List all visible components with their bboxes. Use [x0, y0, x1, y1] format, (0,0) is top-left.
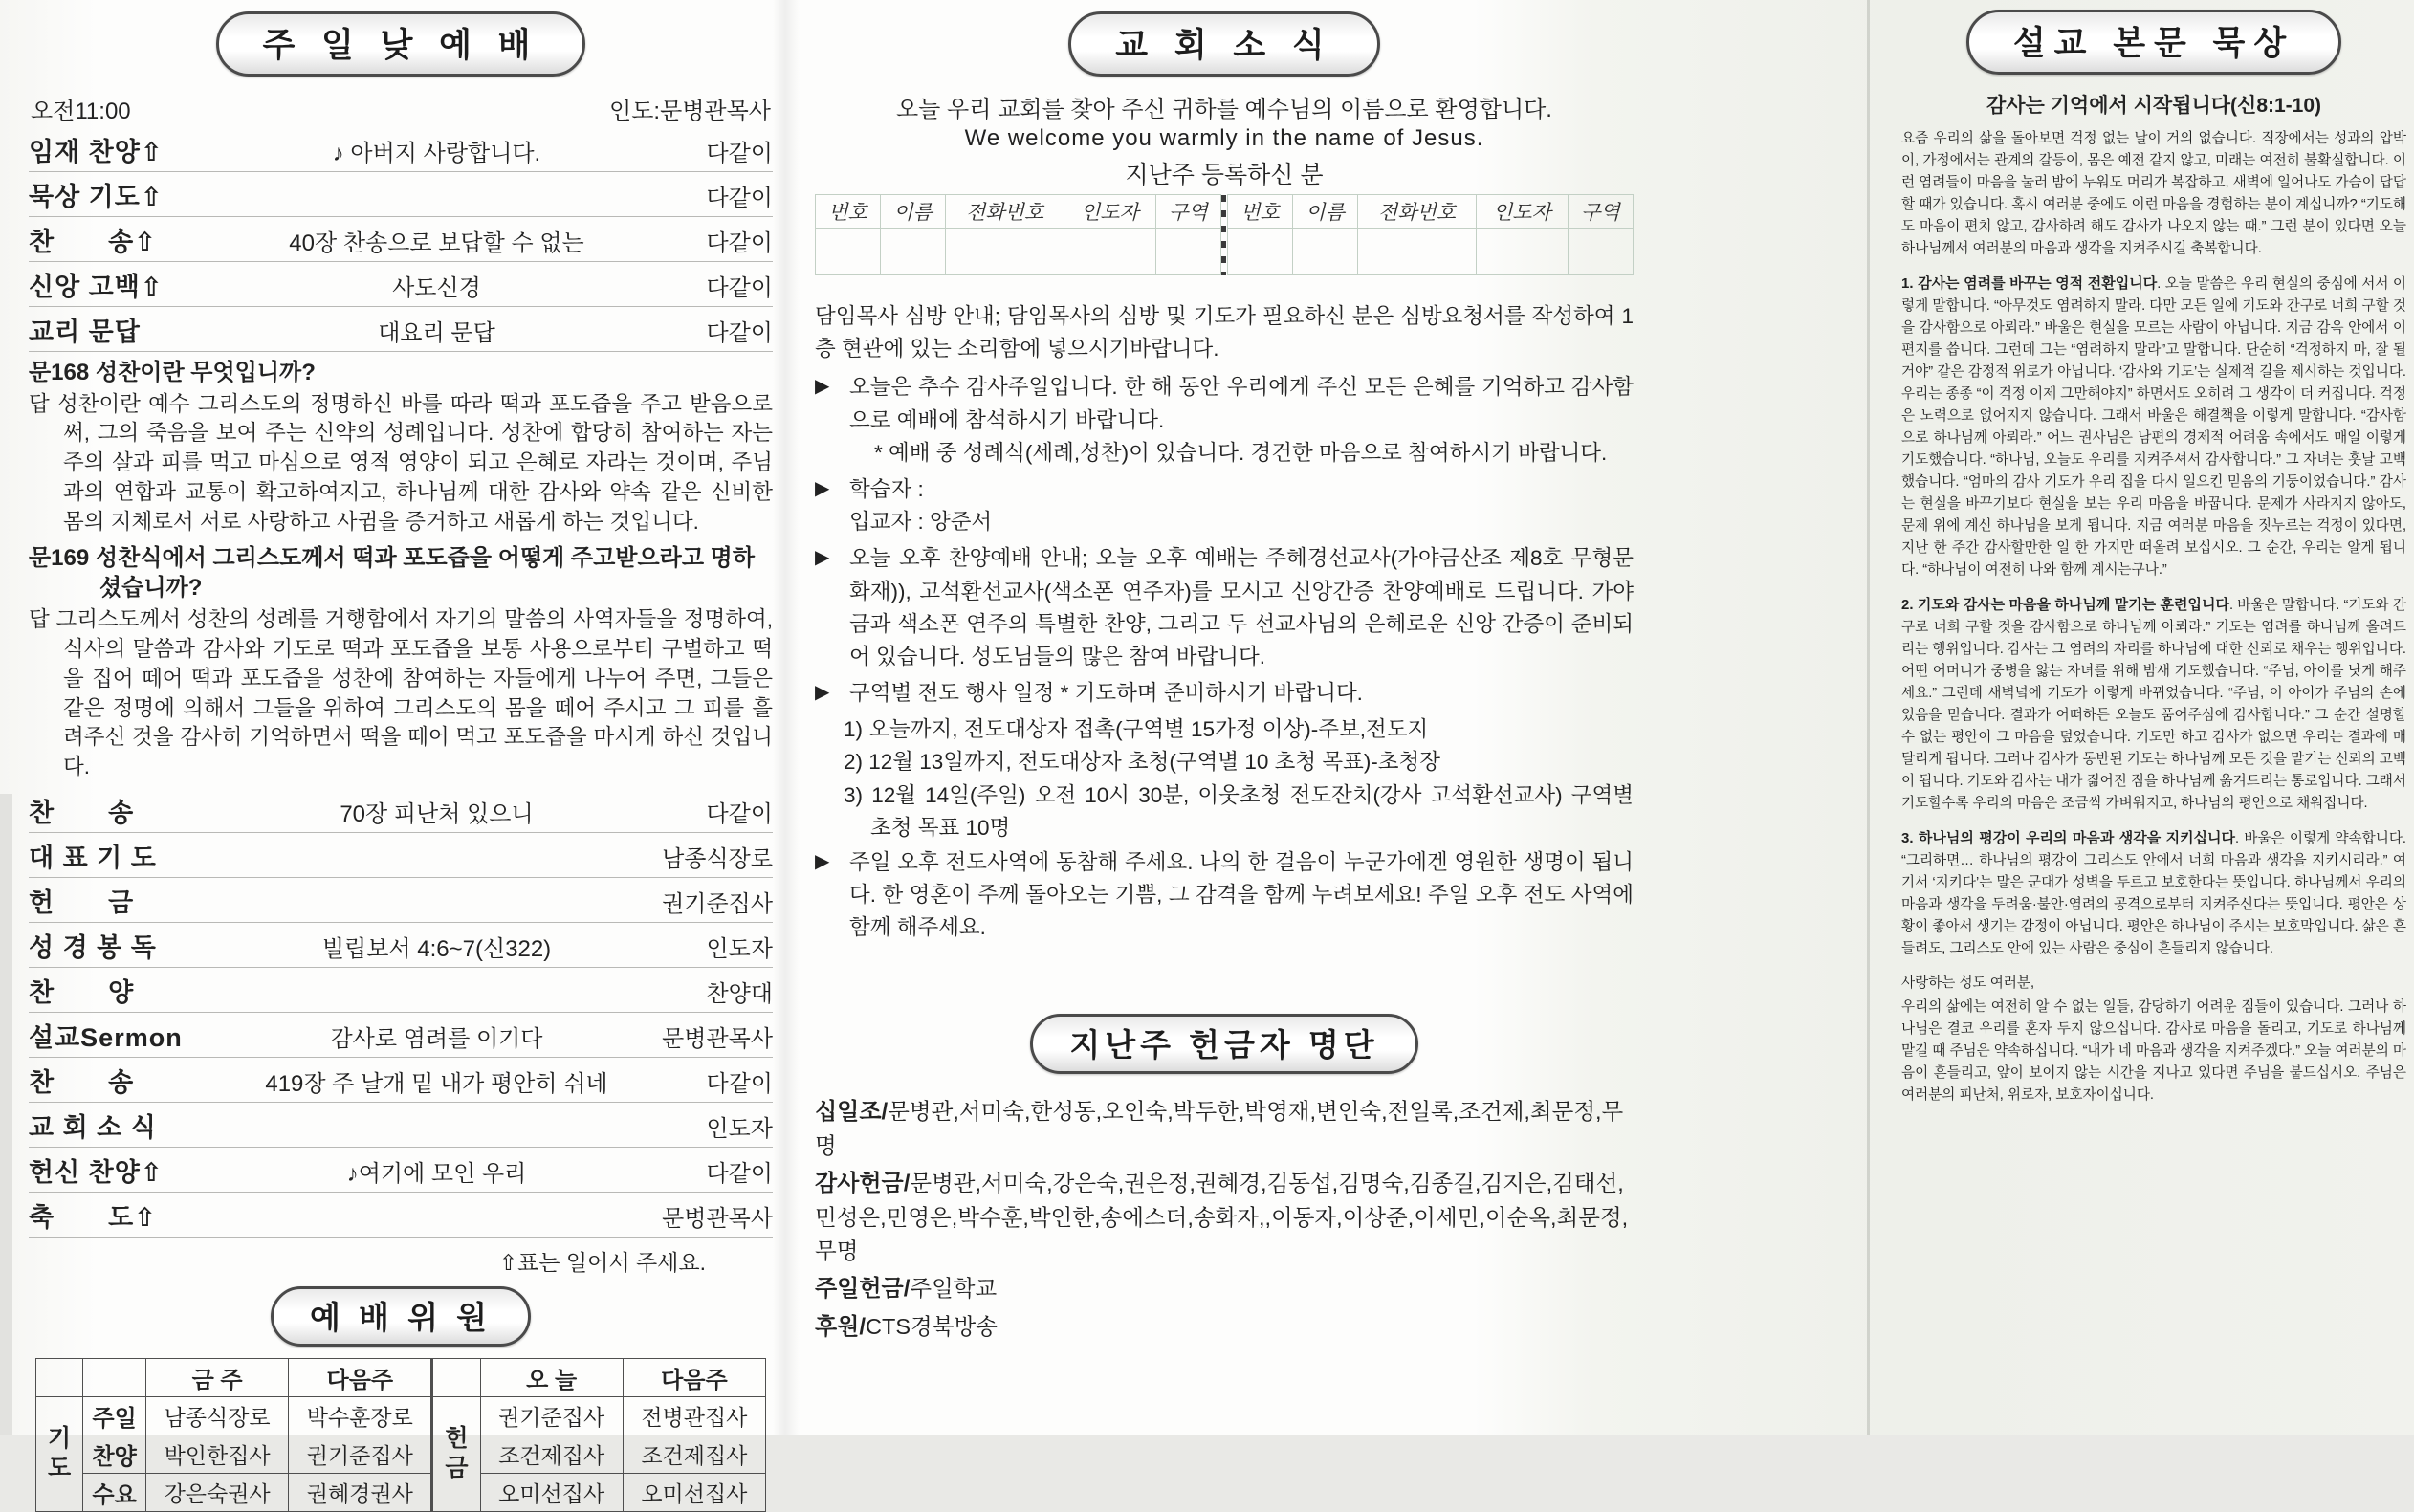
worship-row [29, 127, 773, 172]
section-title-sermon-meditation: 설교 본문 묵상 [1966, 10, 2341, 75]
pastor-visit-notice: 담임목사 심방 안내; 담임목사의 심방 및 기도가 필요하신 분은 심방요청서를 작성하여 1층 현관에 있는 소리함에 넣으시기바랍니다. [815, 304, 1634, 362]
catechism-answer: 답 그리스도께서 성찬의 성례를 거행함에서 자기의 말씀의 사역자들을 정명하여, 식사의 말씀과 감사와 기도로 떡과 포도즙을 보통 사용으로부터 구별하고 떡을 집어 떼어 떡과 포도즙을 성찬에 참여하는 자들에게 나누어 주면, 그들은 같은 정명에 의해서 그들을 위하여 그리스도의 몸을 떼어 주시고 그 피를 흘려주신 것을 감사히 기억하면서 떡을 떼어 먹고 포도즙을 마시게 하신 것입니다. [29, 607, 773, 779]
welcome-line-english: We welcome you warmly in the name of Jesus. [964, 125, 1484, 151]
announcement-body [849, 473, 1634, 538]
worship-item-person: 다같이 [706, 275, 773, 301]
worship-row [29, 1013, 773, 1058]
register-header-guide: 인도자 [1064, 195, 1155, 229]
worship-item-content: 감사로 염려를 이기다 [330, 1025, 543, 1052]
stand-up-note: ⇧표는 일어서 주세요. [498, 1249, 706, 1275]
worship-item-label: 찬 양 [29, 977, 135, 1007]
offering-list-section [815, 1014, 1634, 1074]
service-leader: 인도:문병관목사 [609, 99, 771, 124]
sermon-closing-salutation: 사랑하는 성도 여러분, [1901, 975, 2035, 991]
sermon-point-3 [1901, 827, 2406, 960]
worship-item-person: 문병관목사 [662, 1025, 773, 1052]
service-time-row [31, 92, 771, 125]
donor-line [815, 1272, 1634, 1306]
sermon-meditation-column [1901, 0, 2406, 1119]
catechism-answer: 답 성찬이란 예수 그리스도의 정명하신 바를 따라 떡과 포도즙을 주고 받음으로써, 그의 죽음을 보여 주는 신약의 성례입니다. 성찬에 합당히 참여하는 자는 주의 살과 피를 먹고 마심으로 영적 영양이 되고 은혜로 자라는 것이며, 주님과의 연합과 교통이 확고하여지고, 하나님께 대한 감사와 약속 같은 신비한 몸의 지체로서 서로 사랑하고 사귐을 증거하고 새롭게 하는 것입니다. [29, 391, 773, 534]
worship-item-label: 묵상 기도⇧ [29, 183, 164, 211]
donor-line [815, 1095, 1634, 1163]
register-header-number: 번호 [816, 195, 881, 229]
announcement-numbered-item: 1) 오늘까지, 전도대상자 접촉(구역별 15가정 이상)-주보,전도지 [844, 717, 1429, 742]
triangle-bullet-icon: ▶ [815, 547, 830, 569]
empty-cell [36, 1358, 83, 1396]
worship-item-person: 다같이 [706, 320, 773, 346]
donor-category-label: 주일헌금/ [815, 1276, 911, 1303]
column-header-nextweek: 다음주 [623, 1358, 765, 1396]
worship-item-label: 찬 송 [29, 1067, 135, 1097]
worship-item-content: ♪ 아버지 사랑합니다. [332, 141, 541, 166]
register-header-district: 구역 [1155, 195, 1220, 229]
committee-name: 전병관집사 [623, 1396, 765, 1435]
newcomer-register-title: 지난주 등록하신 분 [1125, 162, 1324, 188]
worship-row [29, 172, 773, 217]
section-title-sunday-worship: 주 일 낮 예 배 [216, 11, 586, 77]
triangle-bullet-icon: ▶ [815, 477, 830, 499]
worship-item-label: 교 회 소 식 [29, 1112, 157, 1142]
announcement-text: 구역별 전도 행사 일정 * 기도하며 준비하시기 바랍니다. [849, 681, 1363, 706]
committee-name: 오미선집사 [623, 1473, 765, 1511]
empty-cell [816, 229, 881, 275]
worship-item-person: 다같이 [706, 1070, 773, 1097]
sermon-point-heading: 2. 기도와 감사는 마음을 하나님께 맡기는 훈련입니다 [1901, 597, 2229, 613]
dotted-divider [1220, 195, 1227, 275]
sermon-title-and-scripture: 감사는 기억에서 시작됩니다(신8:1-10) [1986, 95, 2322, 117]
worship-row [29, 788, 773, 833]
empty-cell [83, 1358, 146, 1396]
worship-row [29, 833, 773, 878]
section-title-church-news: 교 회 소 식 [1068, 11, 1379, 77]
worship-item-label: 찬 송 [29, 798, 135, 827]
register-header-name: 이름 [881, 195, 946, 229]
catechism-question: 문168 성찬이란 무엇입니까? [29, 360, 316, 385]
empty-cell [881, 229, 946, 275]
section-title-worship-committee: 예 배 위 원 [271, 1286, 531, 1347]
committee-row [36, 1396, 766, 1435]
newcomer-register-table [815, 194, 1634, 275]
worship-row [29, 1148, 773, 1193]
worship-row [29, 1058, 773, 1103]
register-header-number: 번호 [1227, 195, 1292, 229]
empty-cell [1227, 229, 1292, 275]
empty-cell [1293, 229, 1358, 275]
column-header-thisweek: 금 주 [146, 1358, 289, 1396]
worship-item-content: ♪여기에 모인 우리 [346, 1160, 527, 1187]
worship-item-person: 문병관목사 [662, 1205, 773, 1232]
sermon-intro-paragraph: 요즘 우리의 삶을 돌아보면 걱정 없는 날이 거의 없습니다. 직장에서는 성과의 압박이, 가정에서는 관계의 갈등이, 몸은 예전 같지 않고, 미래는 여전히 불확실합니다. 이런 염려들이 마음을 눌러 밤에 누워도 머리가 복잡하고, 새벽에 일어나도 가슴이 답답할 때가 있습니다. 혹시 여러분 중에도 이런 마음을 경험하는 분이 계십니까? “기도해도 마음이 편치 않고, 감사하려 해도 감사가 나오지 않는 때.” 그런 분이 있다면 오늘 하나님께서 여러분의 마음과 생각을 지켜주시길 축복합니다. [1901, 131, 2406, 256]
committee-name: 조건제집사 [623, 1435, 765, 1473]
worship-committee-table [35, 1358, 766, 1512]
worship-item-content: 대요리 문답 [378, 320, 495, 346]
committee-row [36, 1435, 766, 1473]
sermon-point-2 [1901, 594, 2406, 815]
triangle-bullet-icon: ▶ [815, 682, 830, 704]
announcement-subtext: * 예배 중 성례식(세례,성찬)이 있습니다. 경건한 마음으로 참여하시기 바랍니다. [874, 440, 1608, 465]
announcement-item [815, 371, 1634, 470]
triangle-bullet-icon: ▶ [815, 376, 830, 398]
page-fold-right [1867, 0, 1870, 1435]
register-header-district: 구역 [1568, 195, 1633, 229]
row-label: 수요 [83, 1473, 146, 1511]
empty-cell [1064, 229, 1155, 275]
service-time: 오전11:00 [31, 99, 131, 124]
announcement-text: 학습자 : [849, 476, 924, 501]
row-label: 주일 [83, 1396, 146, 1435]
sermon-point-body: . 바울은 이렇게 약속합니다. “그리하면… 하나님의 평강이 그리스도 안에서 너희 마음과 생각을 지키시리라.” 여기서 ‘지키다’는 말은 군대가 성벽을 두르고 보호한다는 뜻입니다. 하나님께서 우리의 마음과 생각을 두려움·불안·염려의 공격으로부터 지켜주신다는 뜻입니다. 평안은 상황이 좋아서 생기는 감정이 아닙니다. 평안은 하나님이 주시는 보호막입니다. 삶은 흔들려도, 그리스도 안에 있는 사람은 중심이 흔들리지 않습니다. [1901, 831, 2406, 956]
donor-line [815, 1310, 1634, 1345]
announcement-text: 오늘 오후 찬양예배 안내; 오늘 오후 예배는 주혜경선교사(가야금산조 제8호 무형문화재)), 고석환선교사(색소폰 연주자)를 모시고 신앙간증 찬양예배로 드립니다. 가야금과 색소폰 연주의 특별한 찬양, 그리고 두 선교사님의 은혜로운 신앙 간증이 준비되어 있습니다. 성도님들의 많은 참여 바랍니다. [849, 546, 1634, 668]
register-header-phone: 전화번호 [1358, 195, 1477, 229]
committee-row [36, 1473, 766, 1511]
announcement-body [849, 846, 1634, 945]
sermon-closing-paragraph: 우리의 삶에는 여전히 알 수 없는 일들, 감당하기 어려운 짐들이 있습니다. 그러나 하나님은 결코 우리를 혼자 두지 않으십니다. 감사로 마음을 돌리고, 기도로 하나님께 맡길 때 주님은 약속하십니다. “내가 네 마음과 생각을 지켜주겠다.” 오늘 여러분의 마음이 흔들리고, 앞이 보이지 않는 시간을 지나고 있다면 주님을 붙드십시오. 주님은 여러분의 피난처, 위로자, 보호자이십니다. [1901, 999, 2406, 1103]
empty-cell [1358, 229, 1477, 275]
register-header-row [816, 195, 1634, 229]
welcome-line-korean: 오늘 우리 교회를 찾아 주신 귀하를 예수님의 이름으로 환영합니다. [896, 97, 1552, 122]
announcement-body [849, 542, 1634, 673]
worship-item-label: 신앙 고백⇧ [29, 273, 164, 301]
column-header-nextweek: 다음주 [289, 1358, 432, 1396]
announcement-item [815, 677, 1634, 710]
column-header-today: 오 늘 [480, 1358, 623, 1396]
donor-category-label: 감사헌금/ [815, 1170, 911, 1196]
announcement-numbered-list [815, 713, 1634, 844]
group-label-prayer: 기도 [36, 1396, 83, 1511]
worship-item-person: 다같이 [706, 1160, 773, 1187]
worship-item-person: 다같이 [706, 141, 773, 166]
announcement-numbered-item: 3) 12월 14일(주일) 오전 10시 30분, 이웃초청 전도잔치(강사 고석환선교사) 구역별 초청 목표 10명 [844, 782, 1634, 840]
worship-item-person: 다같이 [706, 230, 773, 256]
committee-name: 권기준집사 [289, 1435, 432, 1473]
worship-item-label: 교리 문답 [29, 318, 141, 346]
committee-name: 박인한집사 [146, 1435, 289, 1473]
worship-row [29, 1103, 773, 1148]
donor-names: 문병관,서미숙,한성동,오인숙,박두한,박영재,변인숙,전일록,조건제,최문정,무명 [815, 1098, 1624, 1158]
announcement-item [815, 542, 1634, 673]
page-fold-left [773, 0, 800, 1435]
worship-item-person: 찬양대 [706, 980, 773, 1007]
worship-item-label: 대 표 기 도 [29, 843, 157, 872]
worship-order-part2 [29, 788, 773, 1238]
donor-category-label: 후원/ [815, 1314, 867, 1341]
empty-cell [432, 1358, 480, 1396]
worship-item-person: 인도자 [706, 1115, 773, 1142]
committee-name: 남종식장로 [146, 1396, 289, 1435]
committee-name: 조건제집사 [480, 1435, 623, 1473]
announcement-subtext: 입교자 : 양준서 [849, 510, 993, 535]
register-header-guide: 인도자 [1476, 195, 1568, 229]
empty-cell [1476, 229, 1568, 275]
offering-donor-list [815, 1095, 1634, 1346]
register-header-name: 이름 [1293, 195, 1358, 229]
worship-item-label: 임재 찬양⇧ [29, 138, 164, 166]
worship-item-person: 인도자 [706, 935, 773, 962]
announcement-text: 주일 오후 전도사역에 동참해 주세요. 나의 한 걸음이 누군가에겐 영원한 생명이 됩니다. 한 영혼이 주께 돌아오는 기쁨, 그 감격을 함께 누려보세요! 주일 오후 전도 사역에 함께 해주세요. [849, 850, 1634, 940]
worship-row [29, 1193, 773, 1238]
catechism-question: 문169 성찬식에서 그리스도께서 떡과 포도즙을 어떻게 주고받으라고 명하셨습니까? [29, 544, 756, 602]
worship-row [29, 968, 773, 1013]
sermon-point-1 [1901, 273, 2406, 581]
triangle-bullet-icon: ▶ [815, 851, 830, 872]
worship-item-label: 찬 송⇧ [29, 228, 157, 256]
worship-item-content: 40장 찬송으로 보답할 수 없는 [289, 230, 584, 256]
scan-edge-artifact [0, 794, 12, 1435]
donor-names: CTS경북방송 [866, 1314, 998, 1340]
worship-item-person: 권기준집사 [662, 890, 773, 917]
worship-item-label: 설교Sermon [29, 1022, 183, 1052]
announcement-item [815, 846, 1634, 945]
committee-name: 오미선집사 [480, 1473, 623, 1511]
empty-cell [1155, 229, 1220, 275]
worship-item-label: 성 경 봉 독 [29, 932, 157, 962]
committee-name: 권기준집사 [480, 1396, 623, 1435]
donor-names: 주일학교 [910, 1276, 998, 1302]
sermon-point-heading: 3. 하나님의 평강이 우리의 마음과 생각을 지키십니다 [1901, 830, 2236, 846]
worship-item-person: 다같이 [706, 186, 773, 211]
committee-name: 박수훈장로 [289, 1396, 432, 1435]
worship-order-part1 [29, 127, 773, 352]
sermon-point-body: . 오늘 말씀은 우리 현실의 중심에 서서 이렇게 말합니다. “아무것도 염려하지 말라. 다만 모든 일에 기도와 간구로 너희 구할 것을 감사함으로 아뢰라.” 바울은 현실을 모르는 사람이 아닙니다. 지금 감옥 안에서 이 편지를 씁니다. 그런데 그는 “염려하지 말라”고 말합니다. 단순히 “걱정하지 마, 잘 될 거야” 같은 감정적 위로가 아닙니다. ‘감사와 기도’는 실제적 길을 제시하는 것입니다. 우리는 종종 “이 걱정 이제 그만해야지” 하면서도 오히려 그 생각이 더 커집니다. 걱정은 노력으로 없어지지 않습니다. 그래서 바울은 해결책을 이렇게 말합니다. “감사함으로 하나님께 아뢰라.” 어느 권사님은 남편의 경제적 어려움 속에서도 매일 이렇게 기도했습니다. “하나님, 오늘도 우리를 지켜주셔서 감사합니다.” 그 자녀는 훗날 고백했습니다. “엄마의 감사 기도가 우리 집을 다시 일으킨 믿음의 기둥이었습니다.” 감사는 현실을 바꾸기보다 현실을 보는 우리 마음을 바꿉니다. 문제가 사라지지 않아도, 문제 위에 계신 하나님을 보게 됩니다. 지금 여러분 마음을 짓누르는 걱정이 있다면, 지난 한 주간 감사할만한 일 한 가지만 떠올려 보십시오. 그 순간, 우리는 알게 됩니다. “하나님이 여전히 나와 함께 계시는구나.” [1901, 276, 2406, 578]
announcement-numbered-item: 2) 12월 13일까지, 전도대상자 초청(구역별 10 초청 목표)-초청장 [844, 750, 1441, 775]
worship-row [29, 923, 773, 968]
worship-item-label: 헌 금 [29, 887, 135, 917]
sermon-point-heading: 1. 감사는 염려를 바꾸는 영적 전환입니다 [1901, 275, 2158, 292]
worship-row [29, 307, 773, 352]
worship-item-content: 419장 주 날개 밑 내가 평안히 쉬네 [265, 1070, 608, 1097]
committee-name: 권혜경권사 [289, 1473, 432, 1511]
worship-order-column [29, 0, 773, 1512]
group-label-offering: 헌금 [432, 1396, 480, 1511]
worship-item-label: 축 도⇧ [29, 1202, 157, 1232]
church-news-column [815, 0, 1634, 1348]
committee-header-row [36, 1358, 766, 1396]
donor-category-label: 십일조/ [815, 1098, 889, 1125]
worship-item-label: 헌신 찬양⇧ [29, 1157, 164, 1187]
committee-name: 강은숙권사 [146, 1473, 289, 1511]
worship-item-person: 남종식장로 [662, 845, 773, 872]
worship-item-content: 빌립보서 4:6~7(신322) [321, 935, 552, 962]
worship-item-person: 다같이 [706, 800, 773, 827]
register-header-phone: 전화번호 [946, 195, 1064, 229]
worship-row [29, 878, 773, 923]
section-title-offering-list: 지난주 헌금자 명단 [1030, 1014, 1417, 1074]
empty-cell [946, 229, 1064, 275]
announcement-text: 오늘은 추수 감사주일입니다. 한 해 동안 우리에게 주신 모든 은혜를 기억하고 감사함으로 예배에 참석하시기 바랍니다. [849, 375, 1634, 432]
catechism-block [29, 358, 773, 782]
row-label: 찬양 [83, 1435, 146, 1473]
announcement-item [815, 473, 1634, 538]
worship-row [29, 262, 773, 307]
worship-item-content: 사도신경 [392, 275, 481, 301]
empty-cell [1568, 229, 1633, 275]
donor-line [815, 1167, 1634, 1269]
announcement-body [849, 371, 1634, 470]
worship-item-content: 70장 피난처 있으니 [340, 800, 534, 827]
donor-names: 문병관,서미숙,강은숙,권은정,권혜경,김동섭,김명숙,김종길,김지은,김태선,민성은,민영은,박수훈,박인한,송에스더,송화자,,이동자,이상준,이세민,이순옥,최문정,무명 [815, 1170, 1629, 1264]
announcement-body [849, 677, 1634, 710]
worship-row [29, 217, 773, 262]
sermon-point-body: . 바울은 말합니다. “기도와 간구로 너희 구할 것을 감사함으로 하나님께 아뢰라.” 기도는 염려를 하나님께 올려드리는 행위입니다. 감사는 그 염려의 자리를 하나님에 대한 신뢰로 채우는 행위입니다. 어떤 어머니가 중병을 앓는 자녀를 위해 밤새 기도했습니다. “주님, 아이를 낫게 해주세요.” 그런데 새벽녘에 기도가 이렇게 바뀌었습니다. “주님, 이 아이가 주님의 손에 있음을 믿습니다. 결과가 어떠하든 오늘도 품어주심에 감사합니다.” 그 순간 설명할 수 없는 평안이 그 마음을 덮었습니다. 기도만 하고 감사가 없으면 우리는 결과에 매달리게 됩니다. 그러나 감사가 동반된 기도는 하나님께 모든 것을 맡기는 신뢰의 고백이 됩니다. 기도와 감사는 내가 짊어진 짐을 하나님께 옮겨드리는 통로입니다. 그래서 기도할수록 우리의 마음은 조금씩 가벼워지고, 하나님의 평안으로 채워집니다. [1901, 598, 2406, 811]
